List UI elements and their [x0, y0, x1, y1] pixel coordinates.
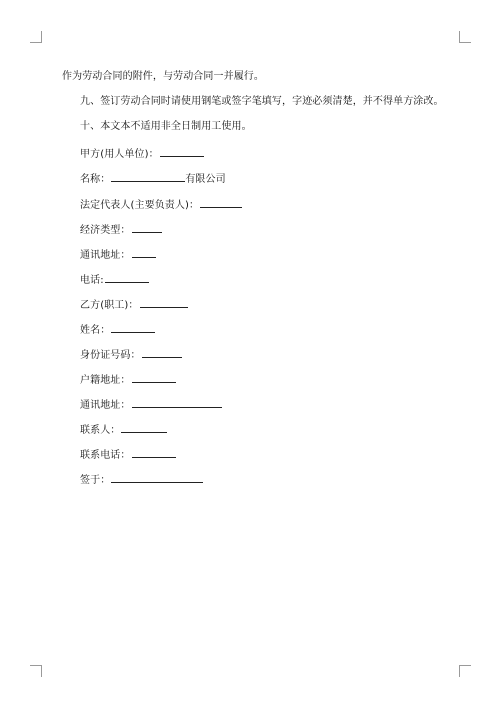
blank-line — [132, 447, 176, 458]
field-label: 身份证号码： — [80, 350, 141, 361]
field-signed-at — [80, 472, 203, 488]
blank-line — [132, 372, 176, 383]
crop-mark-top-right — [459, 31, 471, 43]
blank-line — [160, 146, 204, 157]
field-address-b — [80, 397, 222, 413]
field-economic-type — [80, 222, 162, 238]
field-party-a — [80, 146, 204, 162]
field-label: 联系人： — [80, 425, 121, 436]
field-contact-person — [80, 422, 167, 438]
paragraph-clause-nine — [80, 95, 444, 109]
blank-line — [111, 171, 185, 182]
field-company-name — [80, 171, 226, 187]
field-label: 签于： — [80, 475, 111, 486]
blank-line — [111, 322, 155, 333]
field-label: 法定代表人(主要负责人)： — [80, 200, 200, 211]
crop-mark-bottom-left — [30, 665, 42, 677]
field-phone — [80, 272, 149, 288]
paragraph-text: 十、本文本不适用非全日制用工使用。 — [80, 121, 252, 132]
paragraph-text: 作为劳动合同的附件，与劳动合同一并履行。 — [62, 71, 264, 82]
crop-mark-top-left — [30, 31, 42, 43]
blank-line — [132, 222, 162, 233]
field-contact-phone — [80, 447, 176, 463]
field-label: 通讯地址： — [80, 400, 131, 411]
field-label: 名称： — [80, 174, 111, 185]
field-label: 户籍地址： — [80, 375, 131, 386]
field-label: 通讯地址： — [80, 250, 131, 261]
blank-line — [105, 272, 149, 283]
blank-line — [121, 422, 167, 433]
paragraph-text: 九、签订劳动合同时请使用钢笔或签字笔填写，字迹必须清楚，并不得单方涂改。 — [80, 96, 444, 107]
blank-line — [200, 197, 242, 208]
field-party-b — [80, 297, 188, 313]
field-household-address — [80, 372, 176, 388]
paragraph-clause-ten — [80, 120, 252, 134]
blank-line — [132, 397, 222, 408]
blank-line — [140, 297, 188, 308]
blank-line — [132, 247, 156, 258]
field-label: 乙方(职工)： — [80, 300, 139, 311]
field-address-a — [80, 247, 156, 263]
field-full-name — [80, 322, 155, 338]
blank-line — [111, 472, 203, 483]
paragraph-annex-note — [62, 70, 264, 84]
field-label: 经济类型： — [80, 225, 131, 236]
field-label: 电话: — [80, 275, 104, 286]
blank-line — [142, 347, 182, 358]
field-label: 姓名： — [80, 325, 111, 336]
field-suffix: 有限公司 — [185, 174, 226, 185]
field-label: 甲方(用人单位)： — [80, 149, 159, 160]
field-legal-representative — [80, 197, 242, 213]
field-label: 联系电话： — [80, 450, 131, 461]
field-id-number — [80, 347, 182, 363]
crop-mark-bottom-right — [459, 665, 471, 677]
